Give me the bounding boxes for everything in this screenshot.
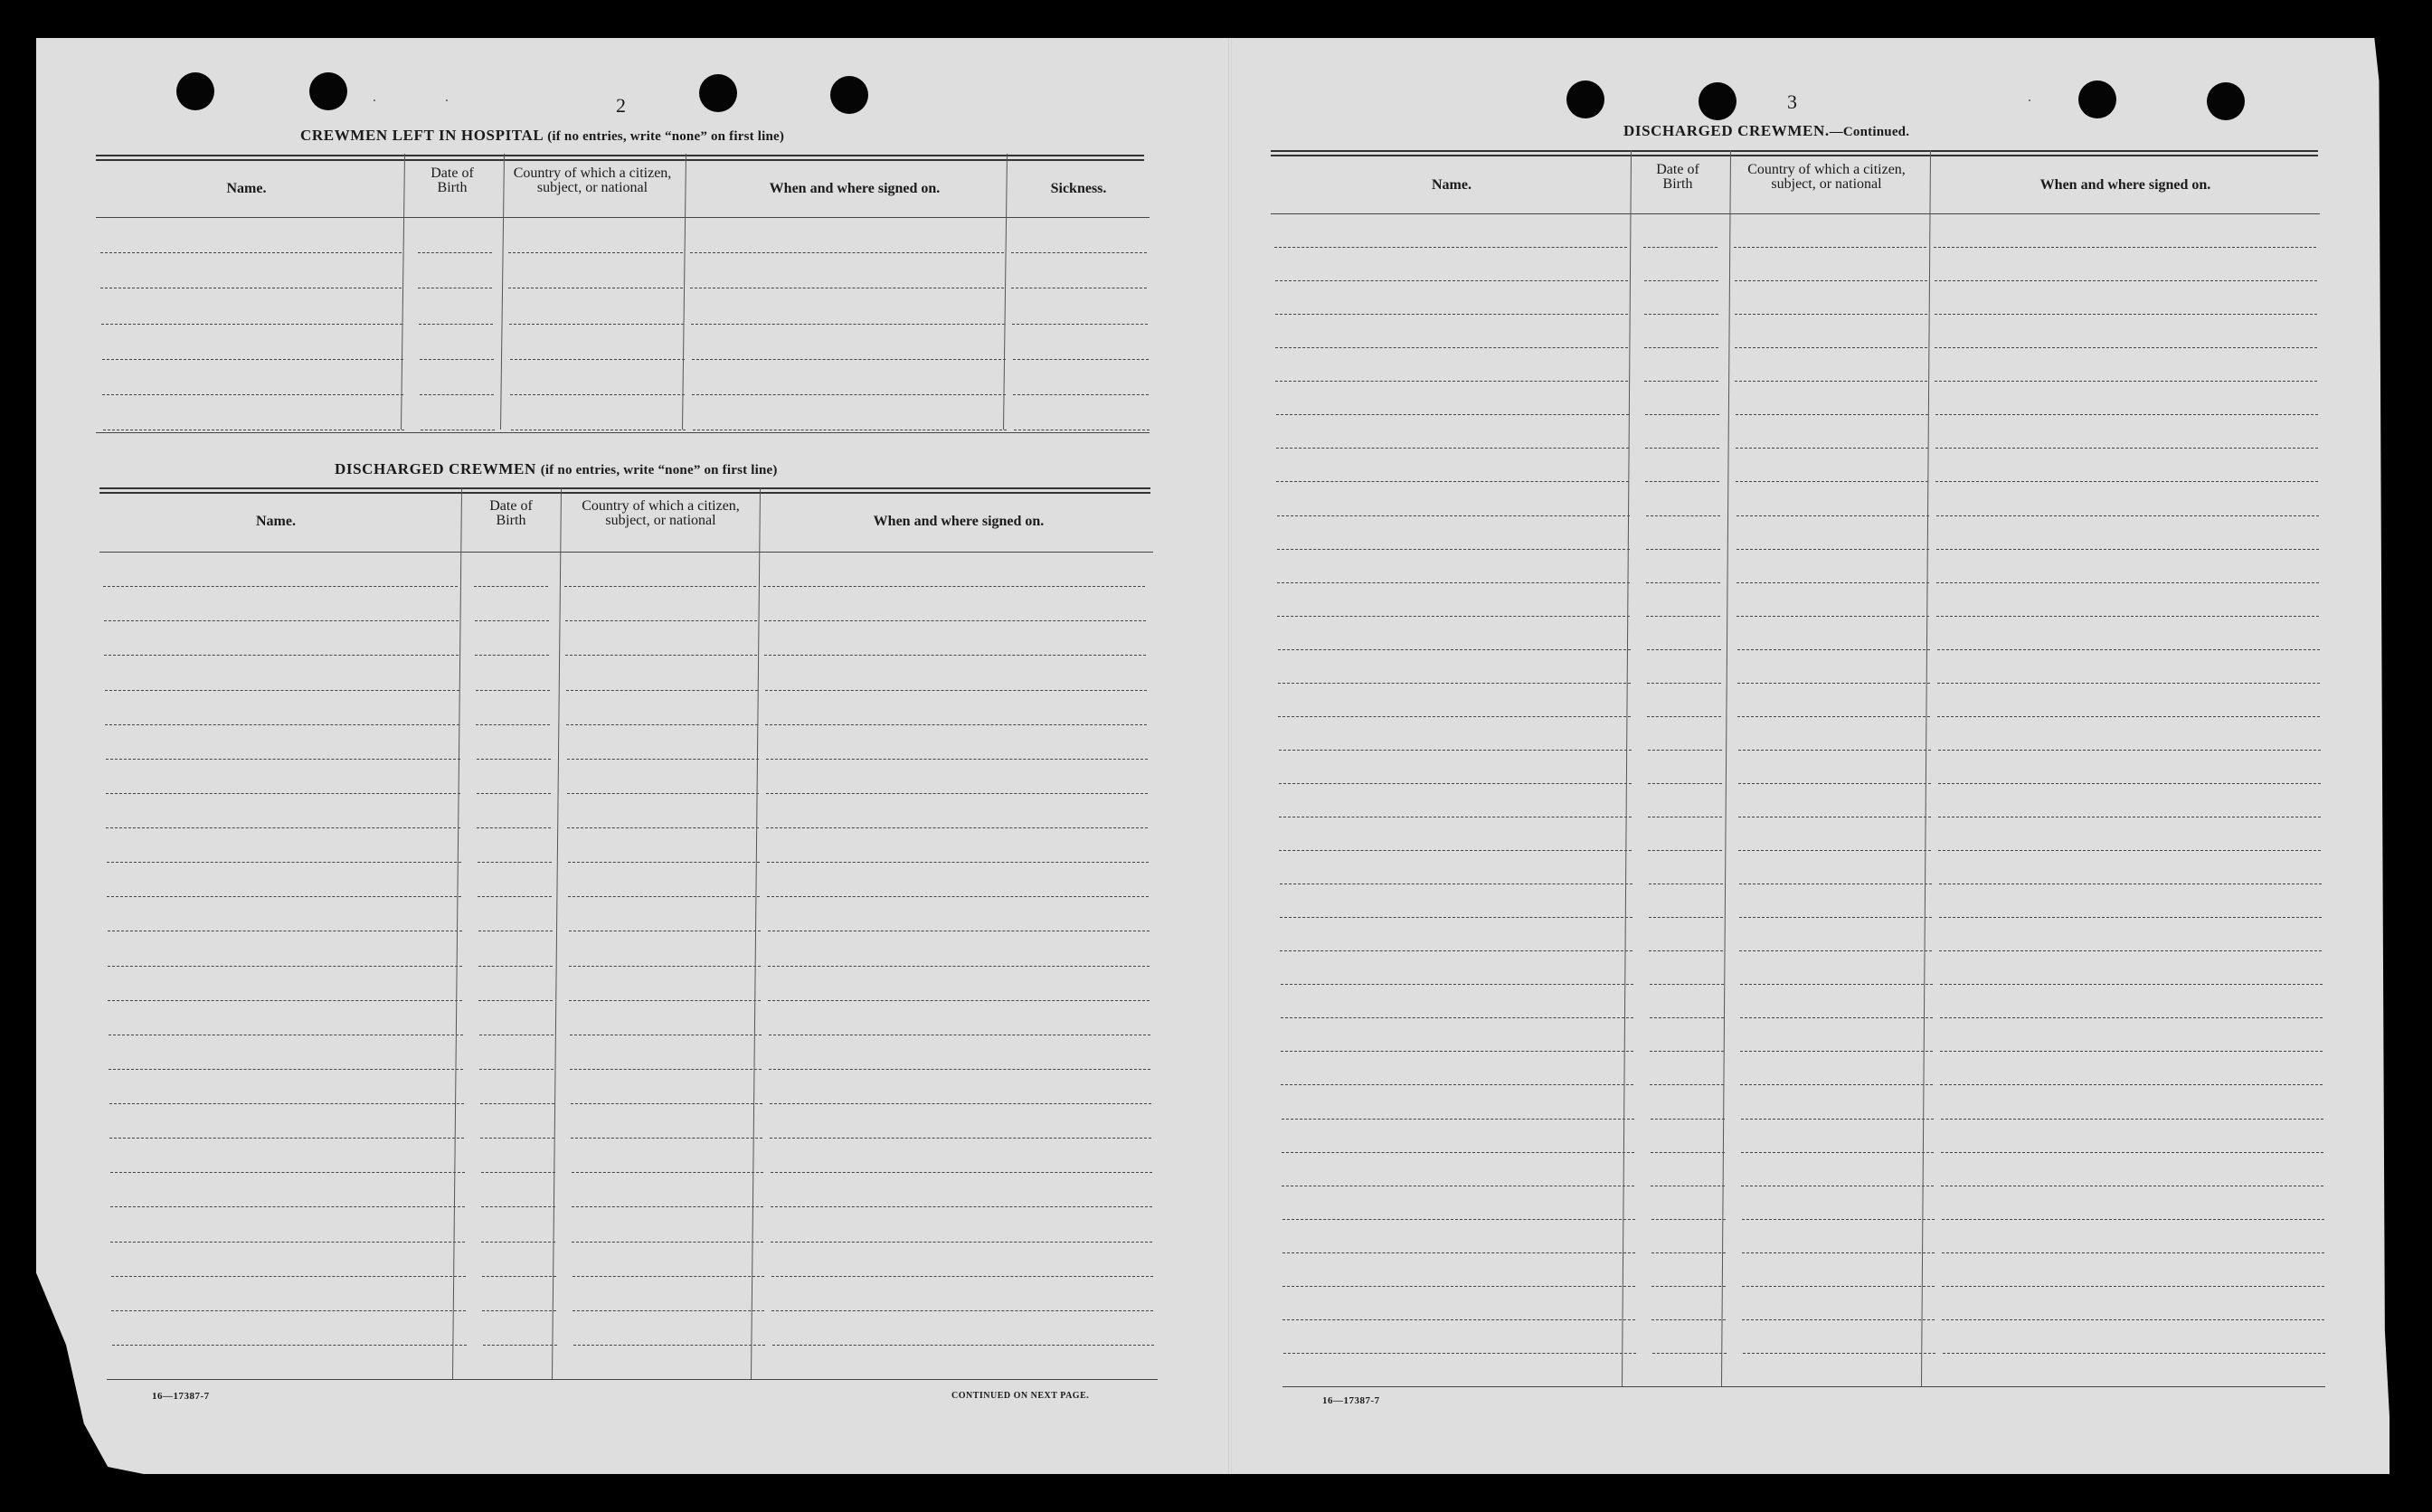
right-row-line xyxy=(1740,1051,1933,1052)
discharged-row-line xyxy=(477,827,551,828)
right-row-line xyxy=(1941,1152,2323,1153)
discharged-row-line xyxy=(478,966,553,967)
right-row-line xyxy=(1935,314,2317,315)
discharged-row-line xyxy=(571,1103,762,1104)
discharged-row-line xyxy=(480,1138,554,1139)
hospital-row-line xyxy=(102,394,403,395)
discharged-row-line xyxy=(103,586,458,587)
discharged-row-line xyxy=(573,1345,765,1346)
right-row-line xyxy=(1942,1319,2324,1320)
right-row-line xyxy=(1648,783,1722,784)
discharged-row-line xyxy=(566,724,758,725)
right-page xyxy=(1230,38,2389,1474)
right-row-line xyxy=(1278,683,1631,684)
discharged-header-rule xyxy=(99,552,1153,553)
discharged-row-line xyxy=(478,862,552,863)
discharged-row-line xyxy=(107,896,461,897)
discharged-row-line xyxy=(476,724,550,725)
right-row-line xyxy=(1647,716,1721,717)
discharged-row-line xyxy=(110,1172,465,1173)
hospital-top-rule xyxy=(96,155,1144,156)
right-row-line xyxy=(1936,515,2319,516)
discharged-row-line xyxy=(111,1276,466,1277)
right-row-line xyxy=(1737,716,1930,717)
right-row-line xyxy=(1736,414,1928,415)
punch-hole xyxy=(2078,80,2116,118)
right-subtitle-text: —Continued. xyxy=(1829,125,1910,139)
discharged-row-line xyxy=(565,620,757,621)
right-row-line xyxy=(1940,984,2323,985)
right-row-line xyxy=(1938,783,2321,784)
hospital-col-dob: Date of Birth xyxy=(431,165,474,195)
discharged-row-line xyxy=(483,1345,557,1346)
discharged-row-line xyxy=(481,1206,555,1207)
right-row-line xyxy=(1652,1353,1727,1354)
right-row-line xyxy=(1651,1252,1726,1253)
discharged-row-line xyxy=(477,759,551,760)
discharged-row-line xyxy=(768,966,1150,967)
right-row-line xyxy=(1649,950,1723,951)
page-number-right: 3 xyxy=(1787,90,1797,113)
right-row-line xyxy=(1650,984,1724,985)
right-title-text: DISCHARGED CREWMEN. xyxy=(1623,122,1830,139)
discharged-title-text: DISCHARGED CREWMEN xyxy=(335,460,536,477)
right-row-line xyxy=(1736,515,1929,516)
right-row-line xyxy=(1942,1252,2324,1253)
discharged-row-line xyxy=(109,1103,464,1104)
right-row-line xyxy=(1938,750,2321,751)
hospital-top-rule-2 xyxy=(96,159,1144,161)
discharged-row-line xyxy=(474,586,548,587)
punch-hole xyxy=(1699,82,1736,120)
right-row-line xyxy=(1735,381,1927,382)
hospital-row-line xyxy=(420,359,494,360)
punch-hole xyxy=(830,76,868,114)
right-row-line xyxy=(1649,917,1723,918)
discharged-col-country: Country of which a citizen, subject, or national xyxy=(582,498,740,528)
discharged-row-line xyxy=(480,1103,554,1104)
discharged-row-line xyxy=(476,690,550,691)
form-number-left: 16—17387-7 xyxy=(152,1391,210,1402)
right-row-line xyxy=(1275,314,1628,315)
punch-hole xyxy=(309,72,347,110)
discharged-row-line xyxy=(771,1172,1152,1173)
discharged-row-line xyxy=(108,1000,462,1001)
right-row-line xyxy=(1643,247,1718,248)
right-row-line xyxy=(1645,414,1719,415)
hospital-row-line xyxy=(101,324,402,325)
discharged-row-line xyxy=(564,586,756,587)
discharged-row-line xyxy=(481,1242,555,1243)
right-row-line xyxy=(1281,1051,1633,1052)
right-row-line xyxy=(1942,1219,2324,1220)
punch-hole xyxy=(1566,80,1604,118)
discharged-top-rule xyxy=(99,487,1150,489)
right-row-line xyxy=(1278,649,1631,650)
discharged-section-title xyxy=(335,460,778,478)
right-row-line xyxy=(1740,1084,1933,1085)
right-row-line xyxy=(1651,1219,1726,1220)
right-row-line xyxy=(1736,448,1928,449)
discharged-row-line xyxy=(572,1242,763,1243)
discharged-row-line xyxy=(482,1276,556,1277)
hospital-row-line xyxy=(691,324,1005,325)
right-row-line xyxy=(1736,616,1929,617)
discharged-row-line xyxy=(569,966,761,967)
right-row-line xyxy=(1740,1017,1933,1018)
right-row-line xyxy=(1939,917,2322,918)
right-row-line xyxy=(1644,314,1718,315)
right-row-line xyxy=(1737,649,1930,650)
discharged-row-line xyxy=(767,862,1149,863)
right-row-line xyxy=(1283,1353,1636,1354)
discharged-row-line xyxy=(475,620,549,621)
right-top-rule xyxy=(1271,150,2318,152)
discharged-row-line xyxy=(771,1310,1153,1311)
discharged-row-line xyxy=(568,862,760,863)
discharged-row-line xyxy=(567,793,759,794)
discharged-col-name: Name. xyxy=(256,514,296,529)
right-row-line xyxy=(1743,1353,1935,1354)
right-row-line xyxy=(1742,1286,1935,1287)
discharged-row-line xyxy=(770,1103,1151,1104)
right-row-line xyxy=(1282,1119,1634,1120)
discharged-row-line xyxy=(106,827,460,828)
page-number-left: 2 xyxy=(616,94,626,117)
hospital-row-line xyxy=(510,359,685,360)
hospital-row-line xyxy=(1011,252,1147,253)
right-col-name: Name. xyxy=(1432,177,1472,193)
punch-hole xyxy=(2207,82,2245,120)
right-col-dob: Date of Birth xyxy=(1656,162,1699,192)
discharged-row-line xyxy=(478,1000,553,1001)
discharged-row-line xyxy=(565,655,757,656)
discharged-row-line xyxy=(482,1310,556,1311)
speck xyxy=(374,99,375,101)
right-row-line xyxy=(1646,549,1720,550)
right-row-line xyxy=(1648,850,1722,851)
discharged-row-line xyxy=(106,759,460,760)
discharged-subtitle-text: (if no entries, write “none” on first line) xyxy=(540,463,778,477)
discharged-row-line xyxy=(111,1310,466,1311)
hospital-row-line xyxy=(1012,324,1148,325)
right-row-line xyxy=(1276,481,1629,482)
discharged-row-line xyxy=(479,1069,554,1070)
discharged-row-line xyxy=(567,759,759,760)
right-row-line xyxy=(1279,750,1632,751)
discharged-row-line xyxy=(569,1000,761,1001)
right-row-line xyxy=(1738,850,1931,851)
hospital-row-line xyxy=(102,359,403,360)
right-row-line xyxy=(1277,515,1630,516)
discharged-top-rule-2 xyxy=(99,492,1150,494)
right-row-line xyxy=(1278,716,1631,717)
discharged-row-line xyxy=(763,586,1145,587)
discharged-row-line xyxy=(765,690,1147,691)
punch-hole xyxy=(699,74,737,112)
right-row-line xyxy=(1935,347,2317,348)
right-row-line xyxy=(1740,984,1933,985)
discharged-row-line xyxy=(567,827,759,828)
right-row-line xyxy=(1936,616,2319,617)
hospital-row-line xyxy=(100,252,402,253)
right-col-signed-on: When and where signed on. xyxy=(2039,177,2211,193)
hospital-row-line xyxy=(418,252,492,253)
right-row-line xyxy=(1646,616,1720,617)
right-header-rule xyxy=(1271,213,2320,214)
discharged-row-line xyxy=(109,1069,463,1070)
discharged-row-line xyxy=(572,1206,763,1207)
right-bottom-rule xyxy=(1282,1386,2324,1387)
right-row-line xyxy=(1941,1119,2323,1120)
discharged-row-line xyxy=(109,1138,464,1139)
right-row-line xyxy=(1736,582,1929,583)
right-row-line xyxy=(1937,716,2320,717)
discharged-row-line xyxy=(767,896,1149,897)
right-top-rule-2 xyxy=(1271,155,2318,156)
right-row-line xyxy=(1935,381,2317,382)
hospital-row-line xyxy=(1013,359,1149,360)
right-row-line xyxy=(1282,1152,1634,1153)
hospital-header-rule xyxy=(96,217,1150,218)
right-row-line xyxy=(1275,381,1628,382)
hospital-col-sickness: Sickness. xyxy=(1050,181,1107,196)
right-row-line xyxy=(1738,750,1931,751)
discharged-row-line xyxy=(766,827,1148,828)
hospital-title-text: CREWMEN LEFT IN HOSPITAL xyxy=(300,127,544,144)
discharged-row-line xyxy=(106,793,460,794)
discharged-row-line xyxy=(764,655,1146,656)
page-fold xyxy=(1228,38,1232,1474)
discharged-bottom-rule xyxy=(107,1379,1158,1380)
right-col-country: Country of which a citizen, subject, or national xyxy=(1747,162,1906,192)
right-row-line xyxy=(1735,280,1927,281)
right-row-line xyxy=(1275,347,1628,348)
hospital-row-line xyxy=(692,359,1006,360)
right-row-line xyxy=(1280,917,1632,918)
right-row-line xyxy=(1741,1152,1934,1153)
discharged-row-line xyxy=(478,896,552,897)
left-page xyxy=(36,38,1230,1474)
right-row-line xyxy=(1940,1084,2323,1085)
hospital-bottom-rule xyxy=(96,432,1150,433)
speck xyxy=(446,99,448,101)
right-row-line xyxy=(1282,1252,1635,1253)
discharged-row-line xyxy=(566,690,758,691)
right-row-line xyxy=(1281,1084,1633,1085)
right-row-line xyxy=(1939,950,2322,951)
discharged-col-dob: Date of Birth xyxy=(489,498,533,528)
right-row-line xyxy=(1646,582,1720,583)
right-row-line xyxy=(1274,247,1627,248)
discharged-row-line xyxy=(104,655,459,656)
discharged-row-line xyxy=(765,724,1147,725)
discharged-row-line xyxy=(570,1069,762,1070)
right-row-line xyxy=(1281,1017,1633,1018)
hospital-section-title xyxy=(300,127,784,145)
discharged-row-line xyxy=(481,1172,555,1173)
right-row-line xyxy=(1279,850,1632,851)
hospital-row-line xyxy=(1013,394,1149,395)
right-row-line xyxy=(1739,950,1932,951)
right-row-line xyxy=(1644,381,1718,382)
right-row-line xyxy=(1738,783,1931,784)
right-row-line xyxy=(1937,683,2320,684)
discharged-row-line xyxy=(105,724,459,725)
right-row-line xyxy=(1651,1319,1726,1320)
discharged-row-line xyxy=(771,1242,1152,1243)
discharged-row-line xyxy=(573,1310,764,1311)
discharged-row-line xyxy=(766,759,1148,760)
right-row-line xyxy=(1281,984,1633,985)
discharged-row-line xyxy=(768,1000,1150,1001)
discharged-col-signed-on: When and where signed on. xyxy=(873,514,1045,529)
right-row-line xyxy=(1645,448,1719,449)
right-row-line xyxy=(1651,1152,1725,1153)
hospital-row-line xyxy=(508,252,683,253)
right-row-line xyxy=(1651,1119,1725,1120)
right-row-line xyxy=(1942,1286,2324,1287)
right-row-line xyxy=(1935,280,2317,281)
right-row-line xyxy=(1276,414,1629,415)
right-row-line xyxy=(1282,1219,1635,1220)
discharged-row-line xyxy=(110,1242,465,1243)
right-row-line xyxy=(1937,649,2320,650)
discharged-row-line xyxy=(108,966,462,967)
right-row-line xyxy=(1736,481,1928,482)
right-row-line xyxy=(1277,549,1630,550)
discharged-row-line xyxy=(568,896,760,897)
hospital-col-name: Name. xyxy=(226,181,267,196)
right-section-title xyxy=(1623,122,1909,140)
form-number-right: 16—17387-7 xyxy=(1322,1395,1380,1406)
right-row-line xyxy=(1940,1017,2323,1018)
hospital-subtitle-text: (if no entries, write “none” on first line) xyxy=(547,129,785,144)
right-row-line xyxy=(1277,582,1630,583)
right-row-line xyxy=(1741,1119,1934,1120)
discharged-row-line xyxy=(771,1206,1152,1207)
discharged-row-line xyxy=(769,1069,1150,1070)
right-row-line xyxy=(1644,347,1718,348)
right-row-line xyxy=(1282,1319,1635,1320)
discharged-row-line xyxy=(112,1345,467,1346)
right-row-line xyxy=(1742,1219,1935,1220)
right-row-line xyxy=(1936,582,2319,583)
right-row-line xyxy=(1650,1017,1724,1018)
right-row-line xyxy=(1648,750,1722,751)
punch-hole xyxy=(176,72,214,110)
right-row-line xyxy=(1734,247,1926,248)
right-row-line xyxy=(1735,347,1927,348)
hospital-row-line xyxy=(509,324,684,325)
discharged-row-line xyxy=(766,793,1148,794)
discharged-row-line xyxy=(771,1276,1153,1277)
hospital-col-country: Country of which a citizen, subject, or national xyxy=(513,165,672,195)
right-row-line xyxy=(1646,515,1720,516)
discharged-row-line xyxy=(107,862,461,863)
right-row-line xyxy=(1938,850,2321,851)
discharged-row-line xyxy=(110,1206,465,1207)
discharged-row-line xyxy=(572,1172,763,1173)
right-row-line xyxy=(1651,1286,1726,1287)
hospital-row-line xyxy=(420,394,494,395)
right-row-line xyxy=(1737,683,1930,684)
right-row-line xyxy=(1935,414,2318,415)
discharged-row-line xyxy=(772,1345,1154,1346)
continued-note: CONTINUED ON NEXT PAGE. xyxy=(951,1391,1090,1401)
right-row-line xyxy=(1943,1353,2325,1354)
right-row-line xyxy=(1940,1051,2323,1052)
discharged-row-line xyxy=(475,655,549,656)
right-row-line xyxy=(1650,1051,1724,1052)
right-row-line xyxy=(1276,448,1629,449)
discharged-row-line xyxy=(770,1138,1151,1139)
discharged-row-line xyxy=(764,620,1146,621)
right-row-line xyxy=(1647,649,1721,650)
right-row-line xyxy=(1742,1252,1935,1253)
right-row-line xyxy=(1934,247,2316,248)
right-row-line xyxy=(1935,481,2318,482)
hospital-col-signed-on: When and where signed on. xyxy=(769,181,941,196)
discharged-row-line xyxy=(571,1138,762,1139)
hospital-row-line xyxy=(692,394,1006,395)
discharged-row-line xyxy=(573,1276,764,1277)
right-row-line xyxy=(1736,549,1929,550)
hospital-row-line xyxy=(690,252,1004,253)
right-row-line xyxy=(1735,314,1927,315)
right-row-line xyxy=(1739,917,1932,918)
right-row-line xyxy=(1275,280,1628,281)
right-row-line xyxy=(1280,950,1632,951)
right-row-line xyxy=(1277,616,1630,617)
hospital-row-line xyxy=(510,394,685,395)
discharged-row-line xyxy=(104,620,459,621)
right-row-line xyxy=(1742,1319,1935,1320)
hospital-row-line xyxy=(419,324,493,325)
discharged-row-line xyxy=(477,793,551,794)
right-row-line xyxy=(1645,481,1719,482)
right-row-line xyxy=(1644,280,1718,281)
right-row-line xyxy=(1935,448,2318,449)
right-row-line xyxy=(1936,549,2319,550)
speck xyxy=(2029,99,2030,101)
right-row-line xyxy=(1650,1084,1724,1085)
right-row-line xyxy=(1279,783,1632,784)
right-row-line xyxy=(1647,683,1721,684)
right-row-line xyxy=(1282,1286,1635,1287)
discharged-row-line xyxy=(105,690,459,691)
